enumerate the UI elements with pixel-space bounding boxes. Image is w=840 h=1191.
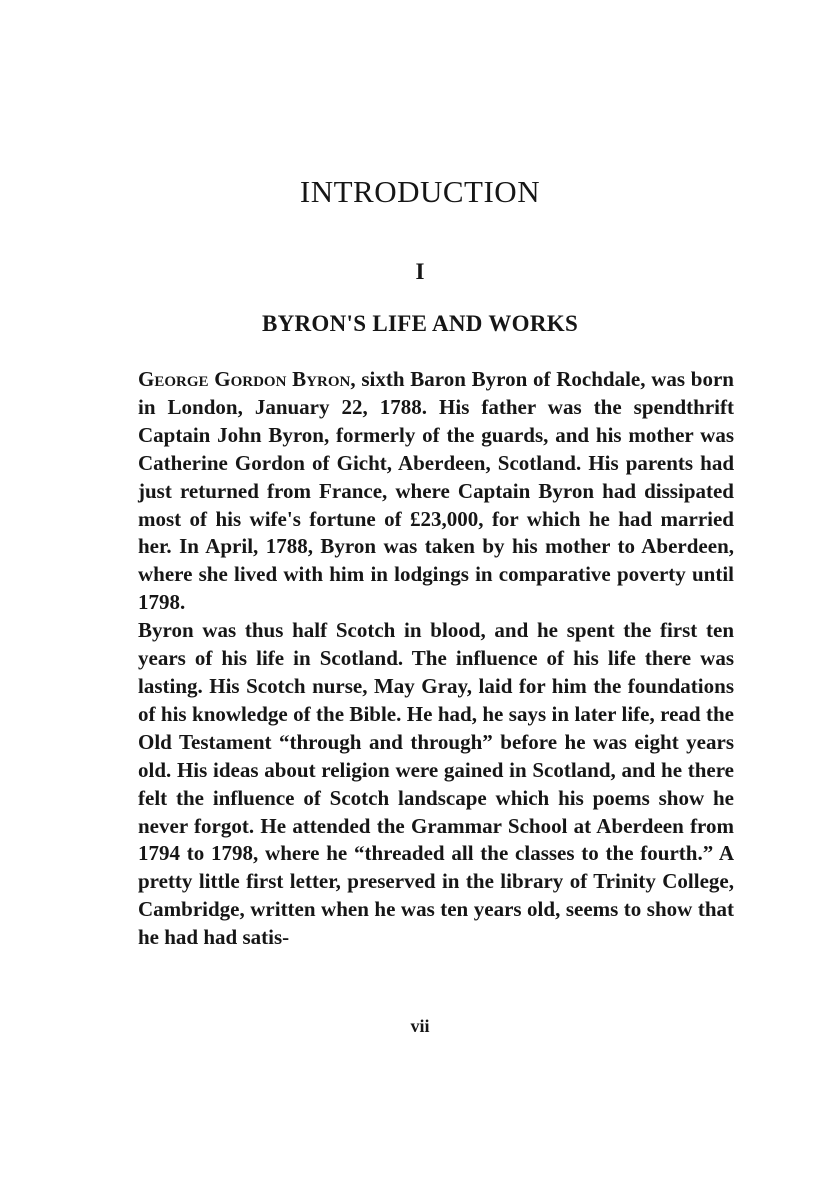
section-numeral: I [415, 259, 425, 284]
page-title: INTRODUCTION [299, 174, 541, 209]
paragraph-1-text: , sixth Baron Byron of Rochdale, was born in London, January 22, 1788. His father was the spendthrift Captain John Byron, formerly of the guards, and his mother was Catherine Gordon of Gicht, Aberdeen, Scotland. His parents had just returned from France, where Captain Byron had dissipated most of his wife's fortune of £23,000, for which he had married her. In April, 1788, Byron was taken by his mother to Aberdeen, where she lived with him in lodgings in comparative poverty until 1798. [138, 367, 734, 615]
body-text [138, 366, 734, 952]
section-title: BYRON'S LIFE AND WORKS [261, 311, 579, 336]
page-number: vii [410, 1016, 430, 1036]
paragraph-1 [138, 366, 734, 617]
paragraph-1-lead: George Gordon Byron [138, 367, 351, 391]
paragraph-2-text: Byron was thus half Scotch in blood, and he spent the first ten years of his life in Scotland. The influence of his life there was lasting. His Scotch nurse, May Gray, laid for him the foundations of his knowledge of the Bible. He had, he says in later life, read the Old Testament “through and through” before he was eight years old. His ideas about religion were gained in Scotland, and he there felt the influence of Scotch landscape which his poems show he never forgot. He attended the Grammar School at Aberdeen from 1794 to 1798, where he “threaded all the classes to the fourth.” A pretty little first letter, preserved in the library of Trinity College, Cambridge, written when he was ten years old, seems to show that he had had satis- [138, 618, 734, 950]
paragraph-2 [138, 617, 734, 952]
